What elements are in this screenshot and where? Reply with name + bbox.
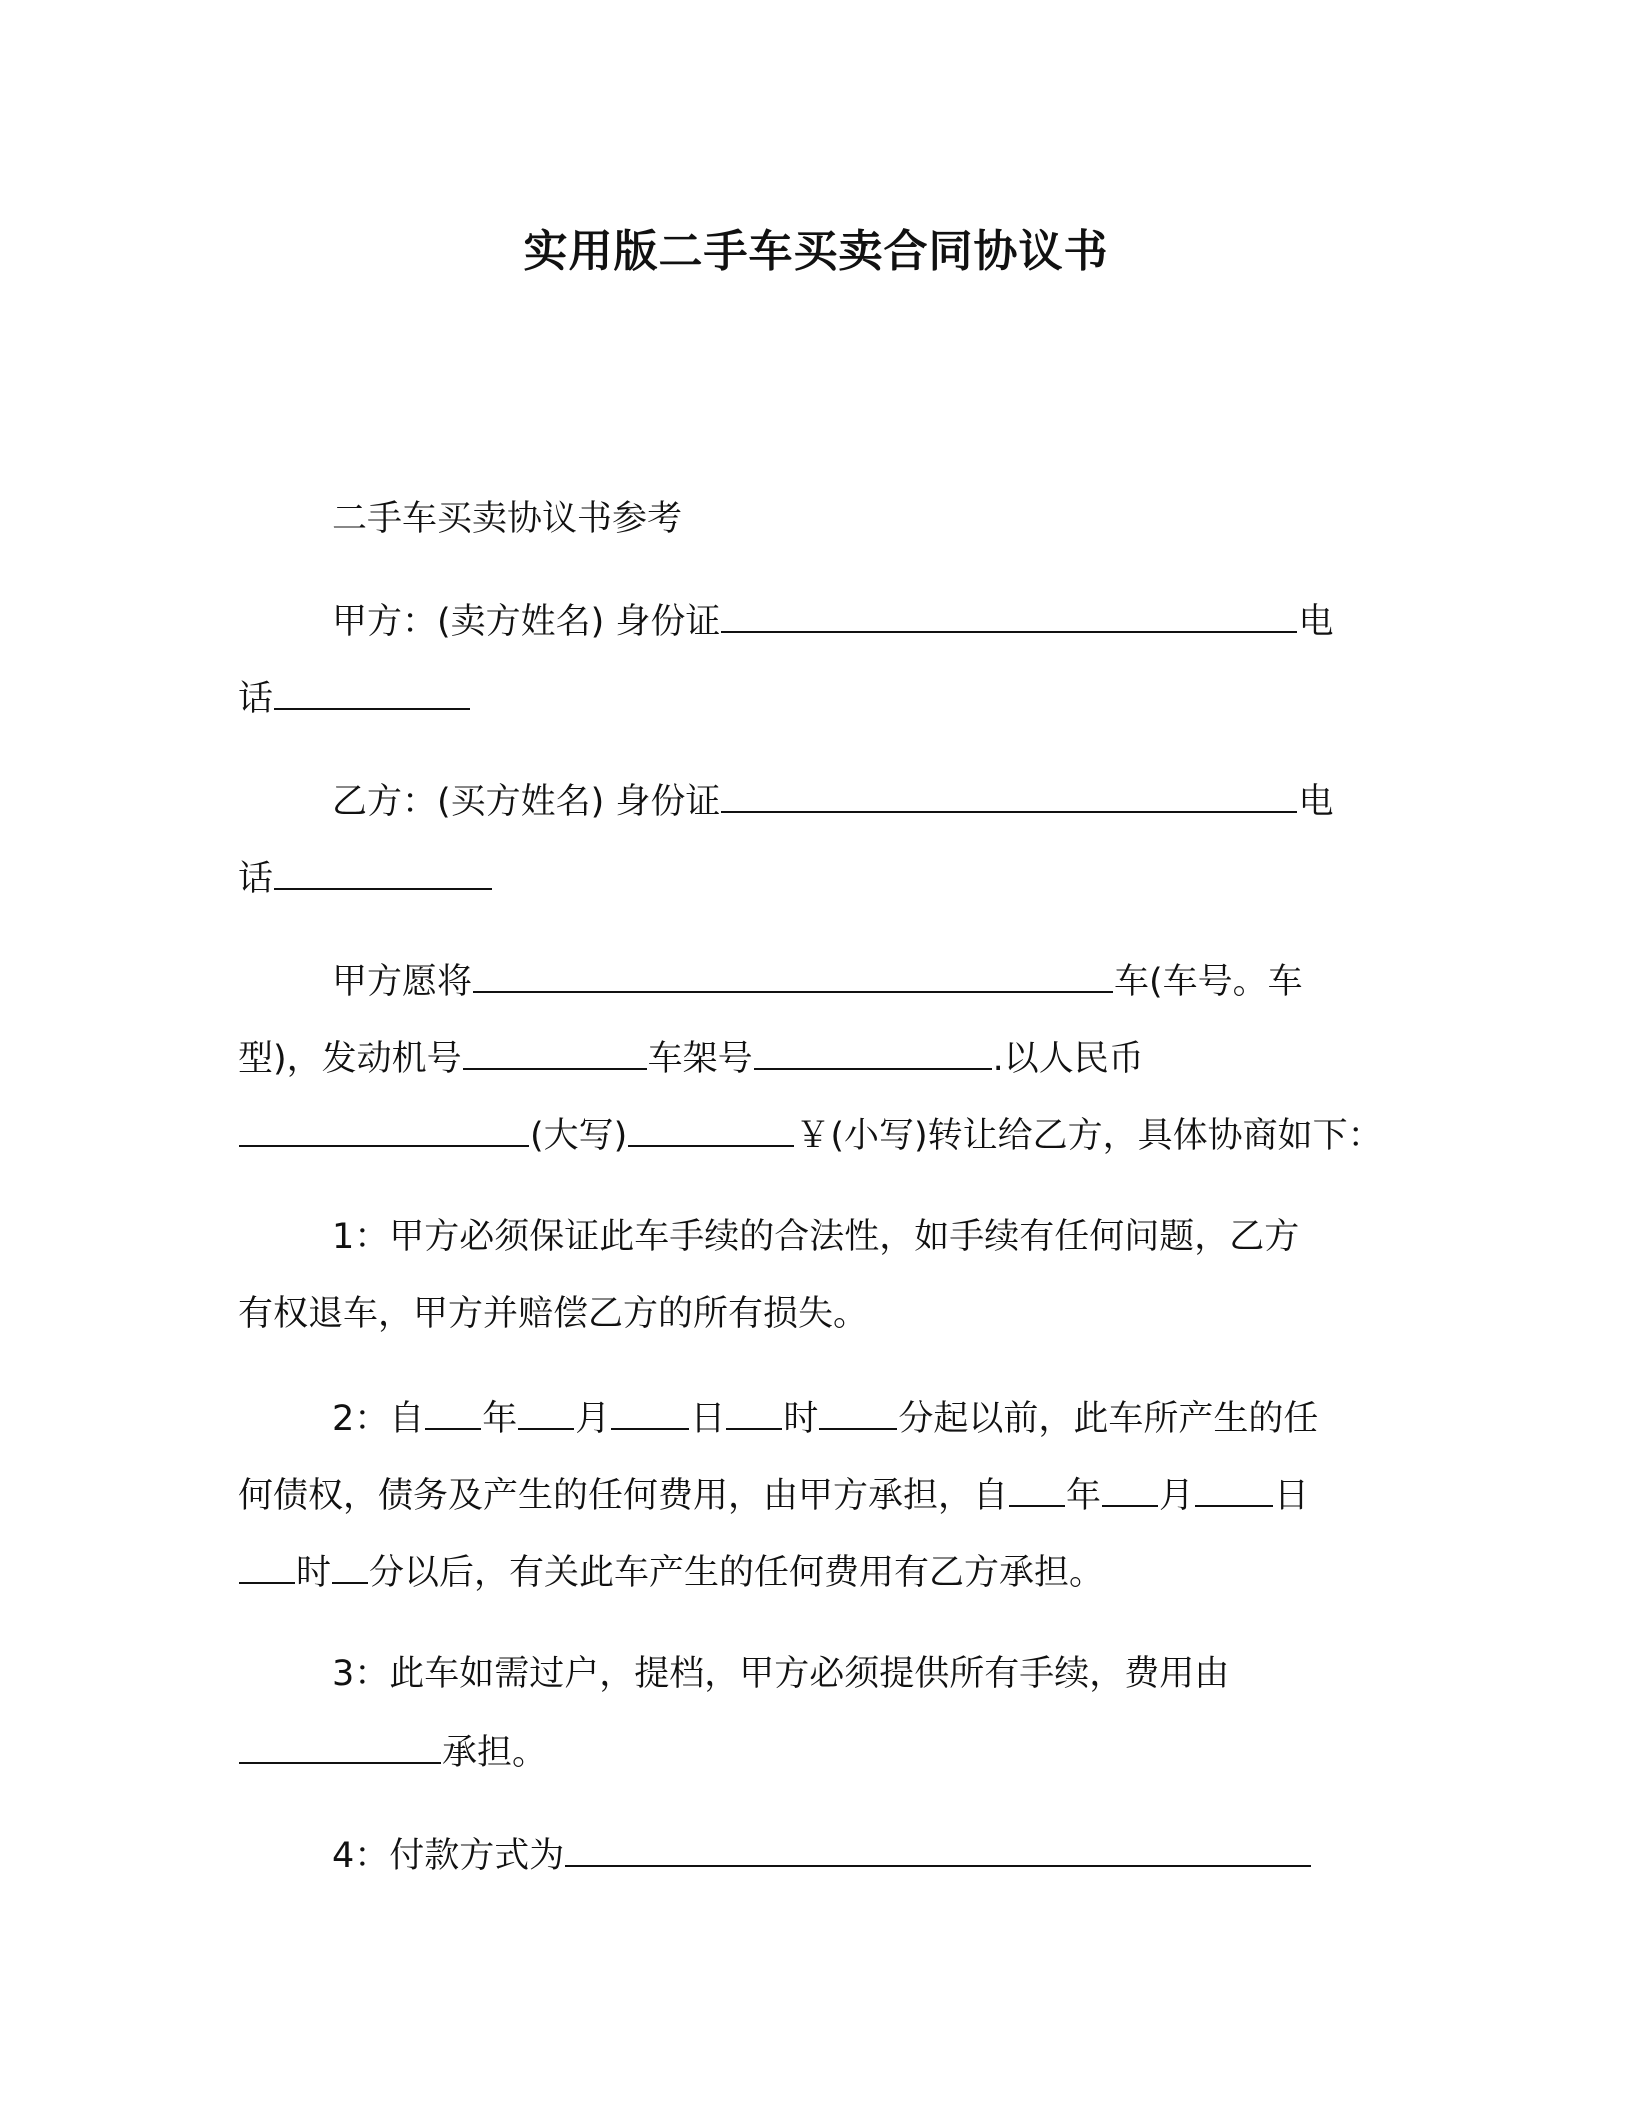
clause-text: 月 [1159, 1476, 1195, 1516]
clause-text: 4：付款方式为 [332, 1836, 565, 1876]
clause-2-line-3 [238, 1546, 1104, 1598]
phone-blank [274, 852, 492, 890]
day-blank [1195, 1469, 1273, 1507]
year-blank [425, 1392, 481, 1430]
clause-1-line-2: 有权退车，甲方并赔偿乙方的所有损失。 [238, 1294, 869, 1334]
amount-uppercase-blank [239, 1109, 529, 1147]
frame-number-blank [754, 1032, 992, 1070]
party-b-phone-label-2: 话 [238, 859, 274, 899]
month-blank [518, 1392, 574, 1430]
payment-method-blank [565, 1829, 1311, 1867]
clause-text: 时 [783, 1399, 819, 1439]
party-b-line-2 [238, 852, 493, 904]
clause-text: 分起以前，此车所产生的任 [898, 1399, 1319, 1439]
minute-blank [819, 1392, 897, 1430]
party-b-line-1 [332, 775, 1333, 827]
party-a-phone-label-2: 话 [238, 679, 274, 719]
payer-blank [239, 1726, 441, 1764]
party-b-label: 乙方：(买方姓名) 身份证 [332, 782, 721, 822]
transfer-text: 车(车号。车 [1114, 962, 1303, 1002]
vehicle-blank [473, 955, 1113, 993]
clause-text: 日 [1274, 1476, 1310, 1516]
transfer-line-2 [238, 1032, 1144, 1084]
clause-1-line-1: 1：甲方必须保证此车手续的合法性，如手续有任何问题，乙方 [332, 1217, 1300, 1257]
clause-text: 年 [1066, 1476, 1102, 1516]
clause-3-line-1: 3：此车如需过户，提档，甲方必须提供所有手续，费用由 [332, 1654, 1230, 1694]
clause-2-line-2 [238, 1469, 1309, 1521]
clause-text: 年 [482, 1399, 518, 1439]
transfer-text: ￥(小写)转让给乙方，具体协商如下： [795, 1116, 1383, 1156]
transfer-text: (大写) [530, 1116, 628, 1156]
clause-text: 分以后，有关此车产生的任何费用有乙方承担。 [369, 1553, 1105, 1593]
party-a-line-2 [238, 672, 471, 724]
transfer-text: 车架号 [647, 1039, 753, 1079]
clause-2-line-1 [332, 1392, 1318, 1444]
party-a-line-1 [332, 595, 1333, 647]
clause-text: 2：自 [332, 1399, 425, 1439]
engine-number-blank [463, 1032, 647, 1070]
document-title: 实用版二手车买卖合同协议书 [523, 226, 1109, 277]
clause-text: 承担。 [442, 1733, 548, 1773]
transfer-text: 甲方愿将 [332, 962, 473, 1002]
year-blank [1009, 1469, 1065, 1507]
hour-blank [726, 1392, 782, 1430]
minute-blank [332, 1546, 368, 1584]
id-number-blank [721, 595, 1297, 633]
party-a-phone-label: 电 [1298, 602, 1334, 642]
day-blank [611, 1392, 689, 1430]
party-b-phone-label: 电 [1298, 782, 1334, 822]
phone-blank [274, 672, 470, 710]
clause-3-line-2 [238, 1726, 547, 1778]
clause-text: 月 [575, 1399, 611, 1439]
transfer-text: 型)，发动机号 [238, 1039, 462, 1079]
document-subtitle: 二手车买卖协议书参考 [332, 499, 683, 539]
clause-4-line-1 [332, 1829, 1312, 1881]
id-number-blank [721, 775, 1297, 813]
month-blank [1102, 1469, 1158, 1507]
hour-blank [239, 1546, 295, 1584]
party-a-label: 甲方：(卖方姓名) 身份证 [332, 602, 721, 642]
clause-text: 日 [690, 1399, 726, 1439]
transfer-text: .以人民币 [992, 1039, 1144, 1079]
clause-text: 何债权，债务及产生的任何费用，由甲方承担，自 [238, 1476, 1009, 1516]
transfer-line-3 [238, 1109, 1383, 1161]
transfer-line-1 [332, 955, 1303, 1007]
amount-lowercase-blank [628, 1109, 794, 1147]
clause-text: 时 [296, 1553, 332, 1593]
